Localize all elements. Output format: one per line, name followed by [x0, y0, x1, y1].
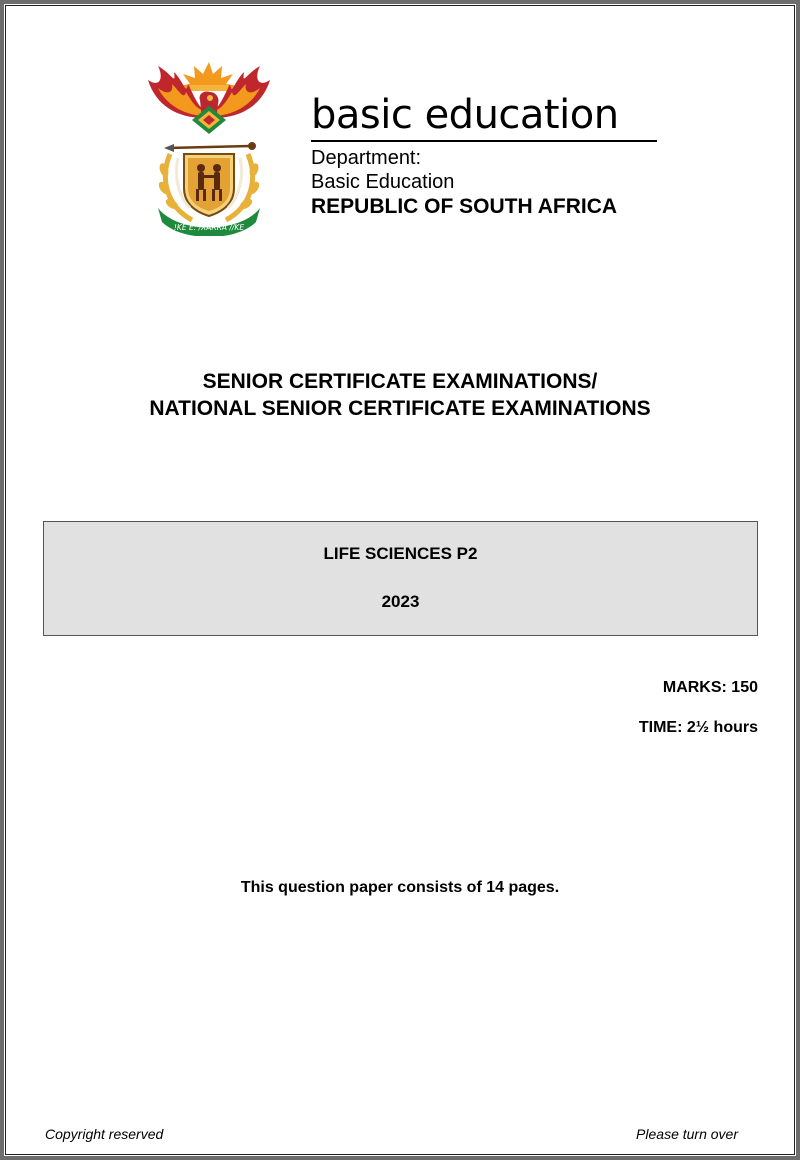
turn-over-notice: Please turn over — [636, 1126, 738, 1142]
crest-motto: !KE E: /XARRA //KE — [173, 223, 245, 232]
subject-box — [43, 521, 758, 636]
marks-total: MARKS: 150 — [662, 679, 758, 696]
brand-block — [311, 92, 661, 220]
exam-title — [0, 368, 800, 422]
time-allowed: TIME: 2½ hours — [638, 719, 758, 736]
exam-title-line2: NATIONAL SENIOR CERTIFICATE EXAMINATIONS — [149, 397, 651, 420]
brand-title: basic education — [311, 92, 619, 138]
coat-of-arms-emblem — [138, 58, 280, 236]
exam-title-line1: SENIOR CERTIFICATE EXAMINATIONS/ — [202, 370, 598, 393]
subject-name: LIFE SCIENCES P2 — [323, 544, 478, 563]
country-name: REPUBLIC OF SOUTH AFRICA — [311, 195, 618, 218]
department-name: Basic Education — [311, 171, 455, 193]
brand-divider — [311, 140, 657, 142]
page-count-note: This question paper consists of 14 pages. — [240, 879, 560, 896]
department-label: Department: — [311, 147, 422, 169]
exam-year: 2023 — [381, 592, 420, 611]
copyright-notice: Copyright reserved — [45, 1126, 164, 1142]
